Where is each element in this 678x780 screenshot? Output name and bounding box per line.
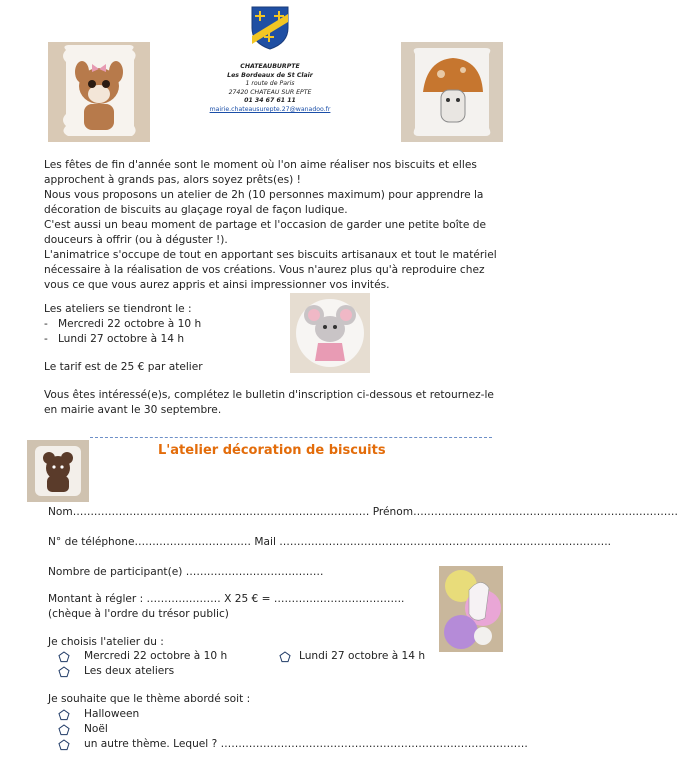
participants-field[interactable]: Nombre de participant(e) ………………………………… — [48, 566, 324, 578]
name-field[interactable]: Nom………………………………………………………………………… Prénom………………………………………………………………… — [48, 506, 678, 518]
theme-heading: Je souhaite que le thème abordé soit : — [48, 693, 251, 705]
option-both-sessions[interactable]: Les deux ateliers — [84, 665, 175, 677]
coat-of-arms-icon — [251, 6, 289, 50]
choice-heading: Je choisis l'atelier du : — [48, 636, 164, 648]
town-hall-header — [175, 63, 365, 115]
pentagon-checkbox-icon[interactable] — [58, 739, 70, 751]
cheque-note: (chèque à l'ordre du trésor public) — [48, 608, 229, 620]
intro-paragraph-4: L'animatrice s'occupe de tout en apportant ses biscuits artisanaux et tout le matériel nécessaire à la réalisation de vos créations. Vous n'aurez plus qu'à reproduire chez vous ce que vous aurez appris et ainsi impressionner vos invités. — [44, 249, 497, 291]
address-line-1: Les Bordeaux de St Clair — [227, 71, 313, 79]
pentagon-checkbox-icon[interactable] — [58, 666, 70, 678]
mouse-cookie-photo — [290, 293, 370, 373]
phone-mail-field[interactable]: N° de téléphone…………………………… Mail …………………………………………………………………………………. — [48, 536, 612, 548]
intro-paragraph-3: C'est aussi un beau moment de partage et l'occasion de garder une petite boîte de douceurs à offrir (ou à déguster !). — [44, 219, 486, 246]
intro-paragraph-1: Les fêtes de fin d'année sont le moment où l'on aime réaliser nos biscuits et elles approchent à grands pas, alors soyez prêts(es) ! — [44, 159, 477, 186]
option-session-1[interactable]: Mercredi 22 octobre à 10 h — [84, 650, 228, 662]
dashed-separator — [90, 437, 492, 438]
pentagon-checkbox-icon[interactable] — [58, 651, 70, 663]
address-line-2: 1 route de Paris — [245, 80, 295, 88]
pentagon-checkbox-icon[interactable] — [279, 651, 291, 663]
amount-field[interactable]: Montant à régler : ………………… X 25 € = ………………………………. — [48, 593, 405, 605]
phone-number: 01 34 67 61 11 — [244, 97, 296, 105]
pentagon-checkbox-icon[interactable] — [58, 709, 70, 721]
address-line-3: 27420 CHATEAU SUR EPTE — [228, 88, 312, 96]
session-item: - Mercredi 22 octobre à 10 h — [44, 318, 202, 330]
session-item: - Lundi 27 octobre à 14 h — [44, 333, 185, 345]
invite-text: Vous êtes intéressé(e)s, complétez le bulletin d'inscription ci-dessous et retournez-le en mairie avant le 30 septembre. — [44, 389, 494, 416]
price-text: Le tarif est de 25 € par atelier — [44, 361, 203, 373]
deer-cookie-photo — [48, 42, 150, 142]
pentagon-checkbox-icon[interactable] — [58, 724, 70, 736]
email-link[interactable]: mairie.chateausurepte.27@wanadoo.fr — [209, 105, 331, 113]
form-title: L'atelier décoration de biscuits — [158, 443, 386, 458]
theme-option-other[interactable]: un autre thème. Lequel ? …………………………………………………………………………… — [84, 738, 528, 750]
intro-text — [44, 158, 502, 293]
theme-option-halloween[interactable]: Halloween — [84, 708, 140, 720]
theme-option-noel[interactable]: Noël — [84, 723, 108, 735]
commune-name: CHATEAUBURPTE — [240, 63, 300, 70]
option-session-2[interactable]: Lundi 27 octobre à 14 h — [299, 650, 426, 662]
bear-cookie-photo — [27, 440, 89, 502]
sessions-heading: Les ateliers se tiendront le : — [44, 303, 192, 315]
mushroom-cookie-photo — [401, 42, 503, 142]
intro-paragraph-2: Nous vous proposons un atelier de 2h (10 personnes maximum) pour apprendre la décoration de biscuits au glaçage royal de façon ludique. — [44, 189, 484, 216]
sessions-block — [44, 302, 284, 347]
